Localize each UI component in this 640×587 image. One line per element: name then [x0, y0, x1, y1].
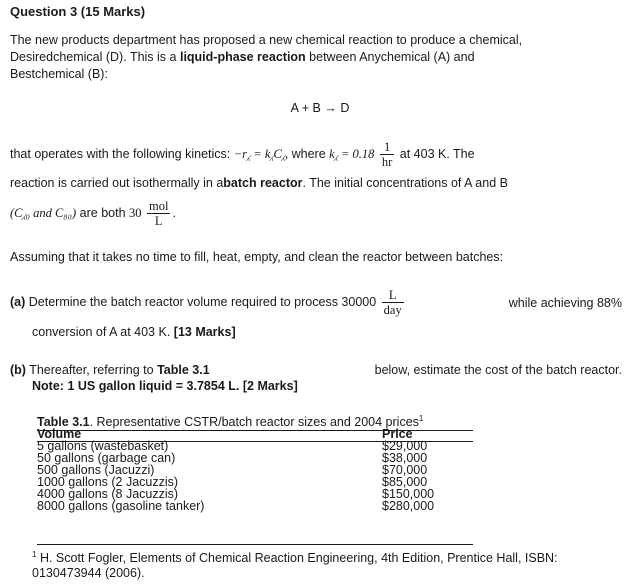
table-caption: Table 3.1. Representative CSTR/batch reactor sizes and 2004 prices$^1$	[37, 414, 424, 430]
cell-price: $38,000	[382, 451, 428, 465]
part-b-line-2: Note: 1 US gallon liquid = 3.7854 L. [2 Marks]	[32, 379, 298, 393]
rate-law: −r⁁ = k⁁C⁁,	[233, 146, 289, 161]
reaction-equation: A + B → D	[290, 101, 350, 115]
rate-constant-units: $\frac{1}{hr}$	[381, 140, 393, 169]
rate-constant: k⁁ = 0.18	[329, 146, 375, 161]
part-b-table-ref: Table 3.1	[157, 363, 210, 377]
part-b	[10, 362, 622, 394]
table-row	[37, 500, 452, 512]
intro-bold-phase: liquid-phase reaction	[179, 50, 306, 64]
header-volume: Volume	[37, 427, 82, 441]
initial-concentrations: (C⁁₀ and C₈₀)	[10, 205, 77, 220]
batch-reactor-bold: batch reactor	[223, 176, 303, 190]
kinetics-line-3: (C⁁₀ and C₈₀) are both 30 $\frac{\text{mol}}{L}$ .	[10, 199, 176, 228]
kinetics-paragraph	[10, 140, 620, 228]
cell-volume: 4000 gallons (8 Jacuzzis)	[37, 487, 179, 501]
intro-paragraph	[10, 32, 620, 83]
cell-price: $280,000	[382, 499, 435, 513]
footnote-line-2: 0130473944 (2006).	[32, 566, 145, 581]
footnote	[32, 547, 622, 581]
cell-volume: 50 gallons (garbage can)	[37, 451, 176, 465]
kinetics-line-1: that operates with the following kinetics: −r⁁ = k⁁C⁁, where k⁁ = 0.18 $\frac{1}{hr}$ at 403 K. The	[10, 140, 475, 169]
intro-line-2: Desiredchemical (D). This is a liquid-phase reaction between Anychemical (A) and	[10, 50, 475, 64]
question-title: Question 3 (15 Marks)	[10, 4, 146, 19]
header-price: Price	[382, 427, 413, 441]
cell-volume: 5 gallons (wastebasket)	[37, 439, 169, 453]
cell-volume: 500 gallons (Jacuzzi)	[37, 463, 155, 477]
cell-price: $150,000	[382, 487, 435, 501]
intro-line-3: Bestchemical (B):	[10, 67, 108, 81]
concentration-units: $\frac{\text{mol}}{L}$	[149, 199, 169, 228]
part-a-marks: [13 Marks]	[173, 325, 236, 339]
table-header-rule	[37, 441, 473, 442]
assumption-text: Assuming that it takes no time to fill, heat, empty, and clean the reactor between batches:	[10, 250, 504, 264]
cell-volume: 1000 gallons (2 Jacuzzis)	[37, 475, 179, 489]
cell-volume: 8000 gallons (gasoline tanker)	[37, 499, 205, 513]
part-a-label: (a)	[10, 294, 26, 309]
footnote-line-1: $^1$ H. Scott Fogler, Elements of Chemical Reaction Engineering, 4th Edition, Prentice Hall, ISBN:	[32, 550, 558, 566]
part-a	[10, 288, 622, 342]
cell-price: $70,000	[382, 463, 428, 477]
part-b-marks: [2 Marks]	[242, 379, 298, 393]
throughput-units: $\frac{L}{\text{day}}$	[383, 288, 402, 317]
note-label: Note:	[32, 379, 64, 393]
part-b-label: (b)	[10, 363, 26, 377]
part-b-line-1: (b) Thereafter, referring to Table 3.1 below, estimate the cost of the batch reactor.	[10, 363, 622, 377]
cell-price: $29,000	[382, 439, 428, 453]
part-a-line-1: (a) Determine the batch reactor volume required to process 30000 $\frac{L}{\text{day}}$ while achieving 88%	[10, 288, 622, 317]
table-bottom-rule	[37, 544, 473, 545]
part-a-line-2: conversion of A at 403 K. [13 Marks]	[32, 325, 236, 339]
kinetics-line-2: reaction is carried out isothermally in abatch reactor. The initial concentrations of A and B	[10, 176, 508, 190]
intro-line-1: The new products department has proposed a new chemical reaction to produce a chemical,	[10, 33, 523, 47]
cell-price: $85,000	[382, 475, 428, 489]
